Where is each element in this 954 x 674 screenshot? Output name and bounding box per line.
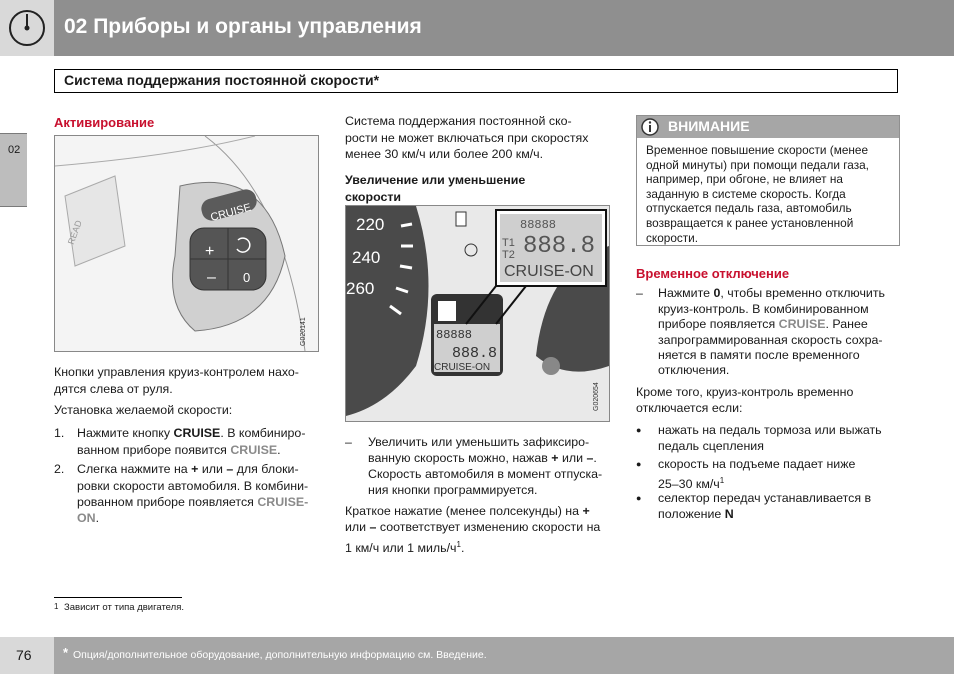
bullet-dot: ● — [636, 425, 642, 435]
heading-increase-line1: Увеличение или уменьшение — [345, 173, 526, 187]
footnote-rule — [54, 597, 182, 598]
trip-t2: T2 — [502, 249, 515, 261]
col2-bullet-line3: Скорость автомобиля в момент отпуска- — [368, 467, 603, 481]
col2-para2-line2: или – соответствует изменению скорости на — [345, 520, 601, 534]
steering-wheel-figure — [54, 135, 319, 352]
speed-220: 220 — [356, 215, 385, 234]
speed-240: 240 — [352, 248, 381, 267]
bullet-dot: ● — [636, 493, 642, 503]
col3-bullet-line5: няется в памяти после временного — [658, 348, 860, 362]
col3-list-1-line2: педаль сцепления — [658, 439, 764, 453]
footer-asterisk: * — [63, 645, 69, 660]
plus-button-label: + — [205, 243, 215, 260]
bullet-dot: ● — [636, 459, 642, 469]
instrument-cluster-illustration — [346, 206, 609, 421]
col3-bullet-line3: приборе появляется CRUISE. Ранее — [658, 317, 868, 331]
col3-list-1-line1: нажать на педаль тормоза или выжать — [658, 423, 882, 437]
col3-para2-line1: Кроме того, круиз-контроль временно — [636, 385, 854, 399]
col2-para2-line1: Краткое нажатие (менее полсекунды) на + — [345, 504, 590, 518]
footer-note: Опция/дополнительное оборудование, дополнительную информацию см. Введение. — [73, 649, 487, 661]
cruise-button-label: CRUISE — [209, 201, 253, 224]
col2-bullet-line4: ния кнопки программируется. — [368, 483, 538, 497]
col3-list-2-line1: скорость на подъеме падает ниже — [658, 457, 856, 471]
display-digits-small: 88888 — [436, 328, 473, 342]
col3-dash: – — [636, 286, 643, 300]
warning-text — [646, 143, 869, 245]
page-number: 76 — [16, 647, 32, 663]
col2-para1-line2: рости не может включаться при скоростях — [345, 131, 589, 145]
cruise-on-small: CRUISE-ON — [434, 362, 491, 373]
footnote-text: Зависит от типа двигателя. — [64, 602, 184, 613]
trip-t1: T1 — [502, 237, 515, 249]
zero-button-label: 0 — [243, 270, 251, 285]
list-num-1: 1. — [54, 426, 65, 440]
list-item-1-line1: Нажмите кнопку CRUISE. В комбиниро- — [77, 426, 306, 440]
fig1-id: G020141 — [300, 317, 307, 346]
footnote-number: 1 — [54, 602, 59, 611]
display-speed-small: 888.8 — [452, 345, 498, 362]
list-item-2-line3: рованном приборе появляется CRUISE- — [77, 495, 309, 509]
col2-dash: – — [345, 435, 352, 449]
col2-bullet-line1: Увеличить или уменьшить зафиксиро- — [368, 435, 590, 449]
list-item-2-line4: ON. — [77, 511, 100, 525]
list-num-2: 2. — [54, 462, 65, 476]
col2-bullet-line2: ванную скорость можно, нажав + или –. — [368, 451, 597, 465]
col3-list-2-line2: 25–30 $км/ч^1$ — [658, 476, 725, 492]
fuel-icon — [456, 212, 466, 226]
fig2-id: G020654 — [593, 382, 600, 411]
speedometer-icon — [0, 0, 54, 56]
heading-activation: Активирование — [54, 115, 155, 130]
info-icon — [639, 117, 661, 137]
read-label: READ — [65, 218, 84, 246]
col3-list-3-line2: положение N — [658, 507, 734, 521]
minus-button-label: – — [207, 269, 216, 286]
speed-260: 260 — [346, 279, 375, 298]
col3-bullet-line6: отключения. — [658, 363, 730, 377]
warning-line: отпускается педаль газа, автомобиль — [646, 201, 852, 216]
list-item-2-line2: ровки скорости автомобиля. В комбини- — [77, 479, 309, 493]
steering-wheel-illustration — [55, 136, 318, 351]
heading-increase-line2: скорости — [345, 190, 402, 204]
warning-line: возвращается к ранее установленной — [646, 215, 854, 230]
warning-line: Временное повышение скорости (менее — [646, 143, 869, 157]
heading-temporary-off: Временное отключение — [636, 266, 790, 281]
col1-para2: Установка желаемой скорости: — [54, 403, 233, 417]
header-icon-box — [0, 0, 54, 56]
warning-line: одной минуты) при помощи педали газа, — [646, 157, 869, 172]
section-title: Система поддержания постоянной скорости* — [64, 72, 380, 88]
chapter-tab-label: 02 — [8, 144, 21, 156]
warning-line: например, при обгоне, не влияет на — [646, 172, 843, 187]
col1-para1-line2: дятся слева от руля. — [54, 382, 173, 396]
col2-para1-line1: Система поддержания постоянной ско- — [345, 114, 572, 128]
col3-para2-line2: отключается если: — [636, 401, 743, 415]
col3-list-3-line1: селектор передач устанавливается в — [658, 491, 872, 505]
list-item-2-line1: Слегка нажмите на + или – для блоки- — [77, 462, 299, 476]
col2-para2-line3: 1 км/ч или 1 миль/$ч^1$. — [345, 540, 465, 556]
col3-bullet-line1: Нажмите 0, чтобы временно отключить — [658, 286, 885, 300]
chapter-tab — [0, 133, 27, 207]
warning-line: заданную в системе скорость. Когда — [646, 186, 846, 201]
col2-para1-line3: менее 30 км/ч или более 200 км/ч. — [345, 147, 544, 161]
list-item-1-line2: ванном приборе появится CRUISE. — [77, 443, 281, 457]
instrument-cluster-figure — [345, 205, 610, 422]
warning-title: ВНИМАНИЕ — [668, 118, 750, 134]
display-speed-big: 888.8 — [523, 233, 596, 260]
page-title: 02 Приборы и органы управления — [64, 15, 422, 38]
col3-bullet-line4: запрограммированная скорость сохра- — [658, 333, 883, 347]
cruise-on-big: CRUISE-ON — [504, 263, 594, 280]
col3-bullet-line2: круиз-контроль. В комбинированном — [658, 302, 869, 316]
col1-para1-line1: Кнопки управления круиз-контролем нахо- — [54, 365, 299, 379]
display-digits-big: 88888 — [520, 218, 557, 232]
warning-line: скорости. — [646, 230, 699, 245]
